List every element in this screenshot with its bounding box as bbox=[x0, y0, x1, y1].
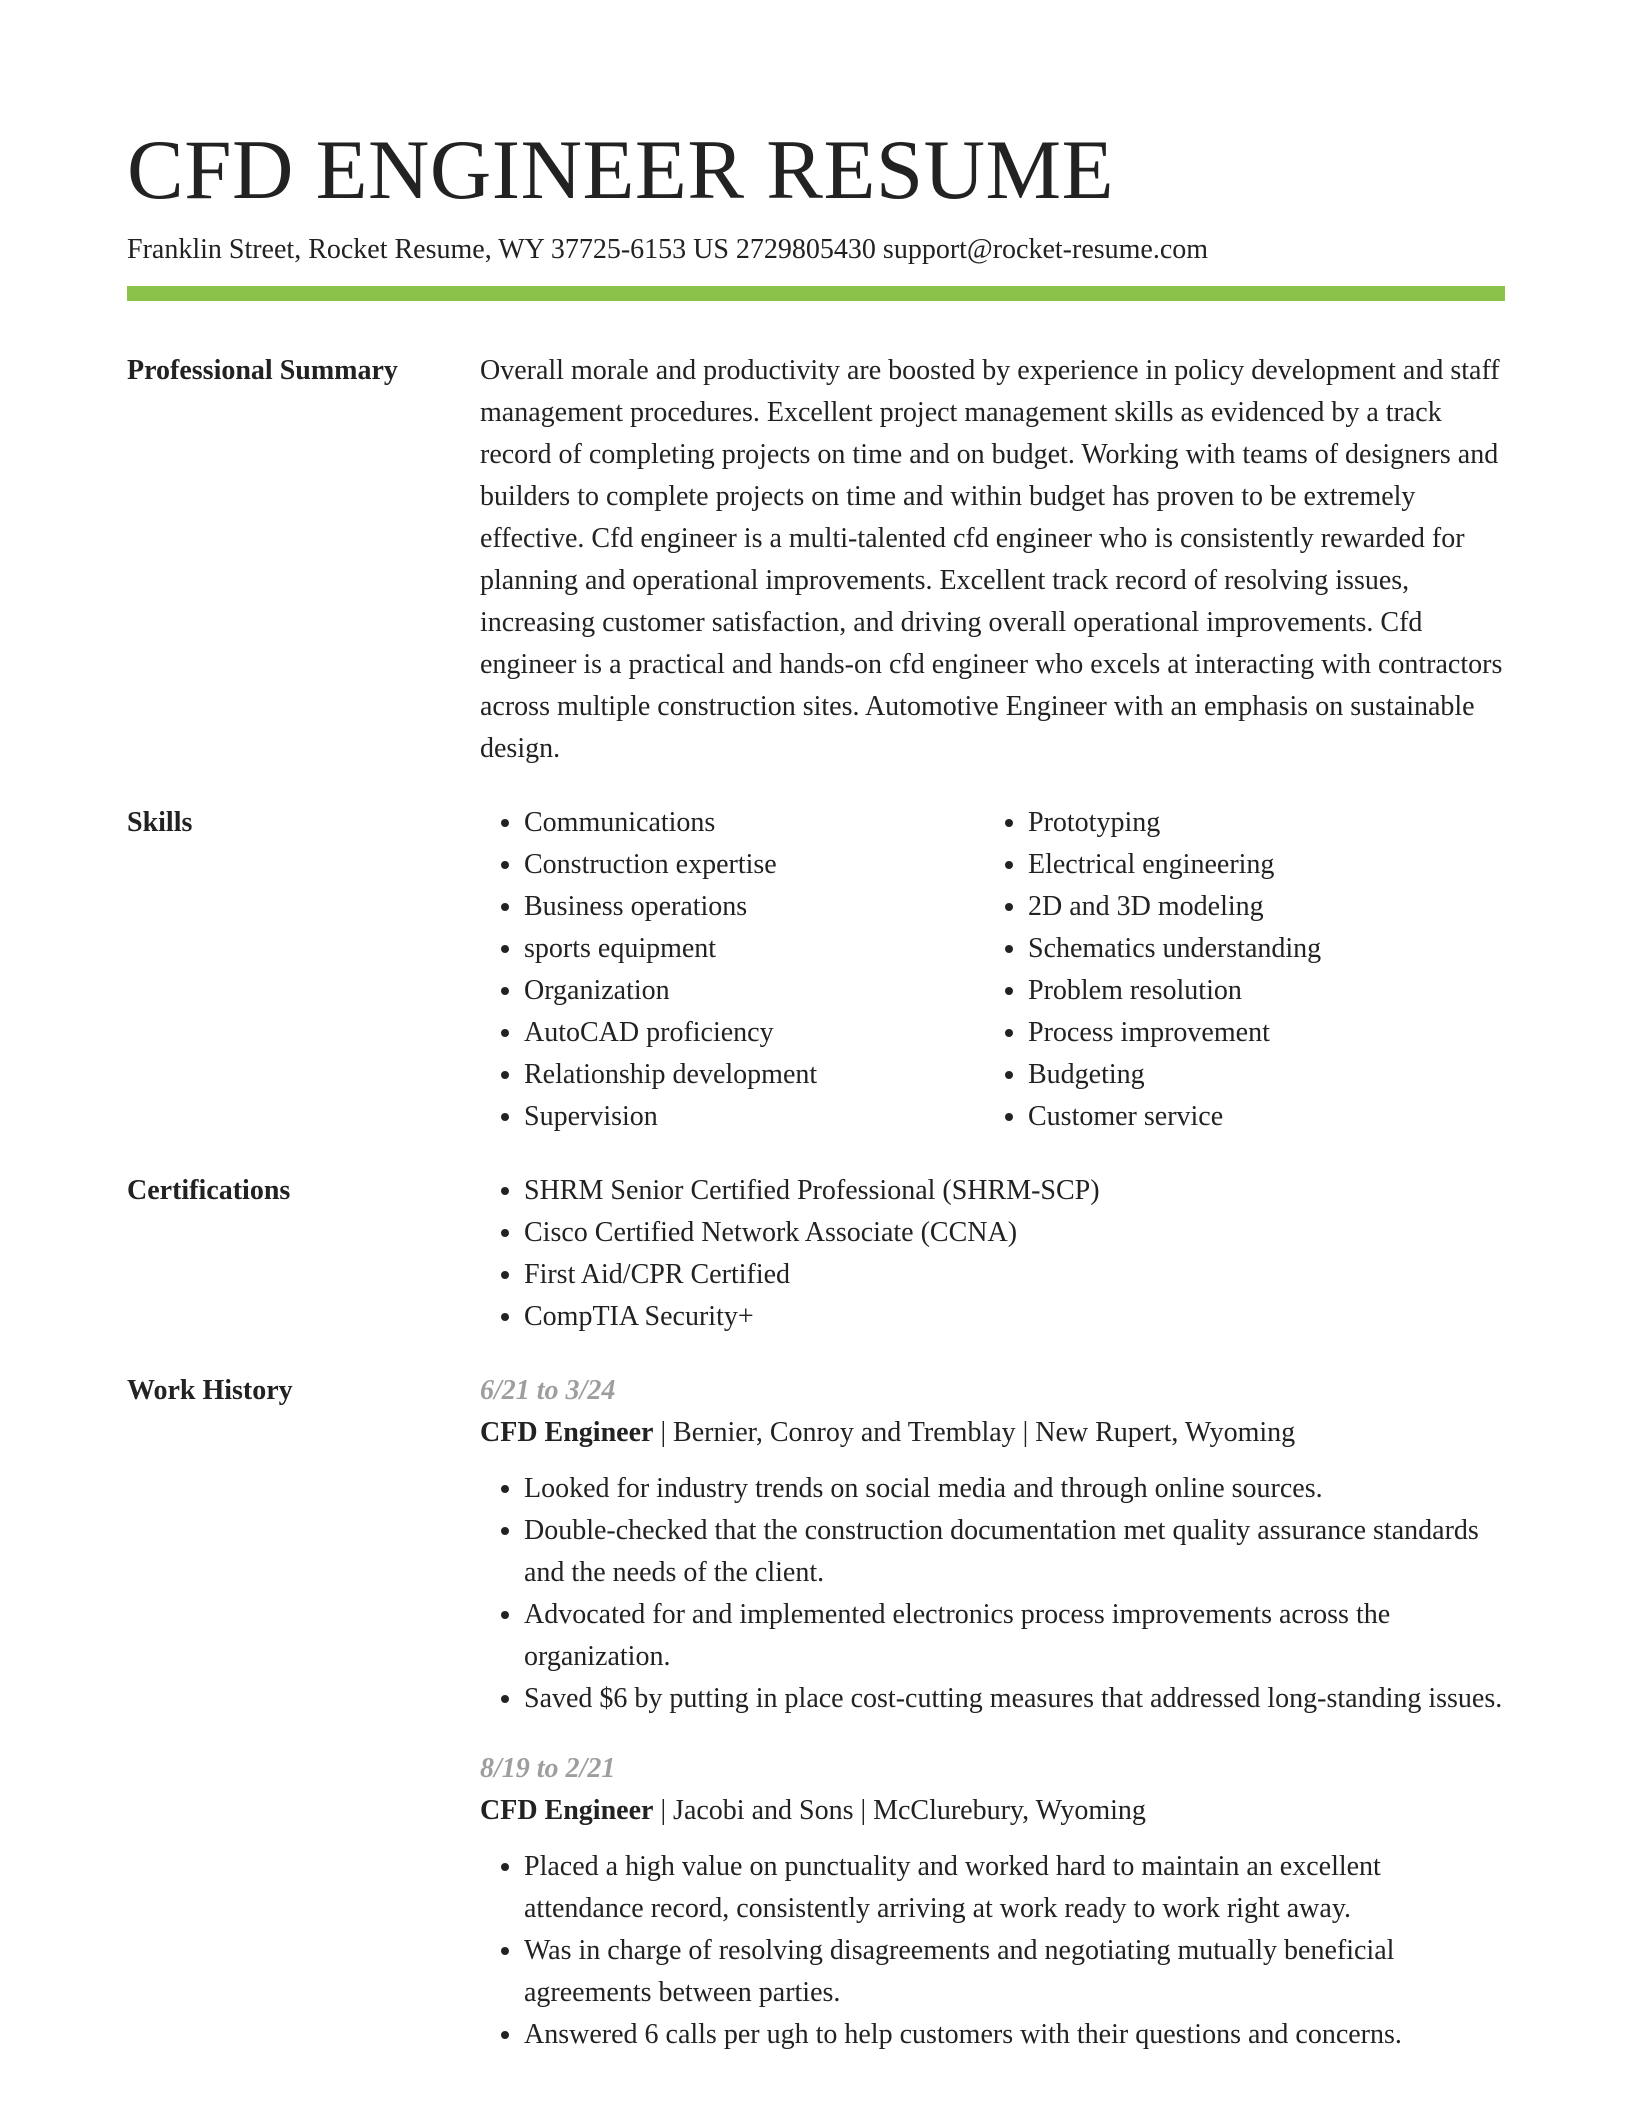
skill-item: • Electrical engineering bbox=[1028, 844, 1505, 886]
job-employer-location: | Bernier, Conroy and Tremblay | New Rupert, Wyoming bbox=[653, 1417, 1296, 1448]
resume-title: CFD ENGINEER RESUME bbox=[127, 123, 1115, 217]
skill-item: • Budgeting bbox=[1028, 1054, 1505, 1096]
skill-item: • Supervision bbox=[524, 1096, 984, 1138]
job-bullet: • Saved $6 by putting in place cost-cutting measures that addressed long-standing issues. bbox=[524, 1678, 1505, 1720]
summary-section bbox=[127, 350, 1505, 770]
skills-section bbox=[127, 802, 1505, 1138]
job-bullets bbox=[480, 1468, 1505, 1720]
job-heading bbox=[480, 1790, 1505, 1832]
skills-list-right bbox=[984, 802, 1505, 1138]
job-title: CFD Engineer bbox=[480, 1417, 654, 1448]
certification-item: • Cisco Certified Network Associate (CCNA) bbox=[524, 1212, 1505, 1254]
skill-item: • Customer service bbox=[1028, 1096, 1505, 1138]
job-title: CFD Engineer bbox=[480, 1795, 654, 1826]
skill-item: • Schematics understanding bbox=[1028, 928, 1505, 970]
job-employer-location: | Jacobi and Sons | McClurebury, Wyoming bbox=[653, 1795, 1146, 1826]
certifications-section bbox=[127, 1170, 1505, 1338]
certifications-list bbox=[480, 1170, 1505, 1338]
job-bullet: • Placed a high value on punctuality and worked hard to maintain an excellent attendance record, consistently arriving at work ready to work right away. bbox=[524, 1846, 1505, 1930]
skills-list-left bbox=[480, 802, 984, 1138]
job-dates: 8/19 to 2/21 bbox=[480, 1753, 616, 1784]
accent-divider bbox=[127, 286, 1505, 301]
job-bullet: • Advocated for and implemented electronics process improvements across the organization. bbox=[524, 1594, 1505, 1678]
job-bullet: • Answered 6 calls per ugh to help customers with their questions and concerns. bbox=[524, 2014, 1505, 2056]
certification-item: • CompTIA Security+ bbox=[524, 1296, 1505, 1338]
skill-item: • Business operations bbox=[524, 886, 984, 928]
work-history-label: Work History bbox=[127, 1375, 293, 1406]
summary-label: Professional Summary bbox=[127, 355, 398, 386]
job-heading bbox=[480, 1412, 1505, 1454]
skill-item: • Organization bbox=[524, 970, 984, 1012]
skill-item: • Prototyping bbox=[1028, 802, 1505, 844]
job-bullet: • Looked for industry trends on social media and through online sources. bbox=[524, 1468, 1505, 1510]
contact-line: Franklin Street, Rocket Resume, WY 37725-6153 US 2729805430 support@rocket-resume.com bbox=[127, 234, 1209, 265]
skill-item: • Relationship development bbox=[524, 1054, 984, 1096]
job-entry bbox=[480, 1748, 1505, 2056]
skill-item: • Process improvement bbox=[1028, 1012, 1505, 1054]
summary-text: Overall morale and productivity are boosted by experience in policy development and staff management procedures. Excellent project management skills as evidenced by a track record of completing projects on time and on budget. Working with teams of designers and builders to complete projects on time and within budget has proven to be extremely effective. Cfd engineer is a multi-talented cfd engineer who is consistently rewarded for planning and operational improvements. Excellent track record of resolving issues, increasing customer satisfaction, and driving overall operational improvements. Cfd engineer is a practical and hands-on cfd engineer who excels at interacting with contractors across multiple construction sites. Automotive Engineer with an emphasis on sustainable design. bbox=[480, 355, 1503, 764]
job-entry bbox=[480, 1370, 1505, 1720]
job-dates: 6/21 to 3/24 bbox=[480, 1375, 616, 1406]
skill-item: • Communications bbox=[524, 802, 984, 844]
work-history-section bbox=[127, 1370, 1505, 2084]
resume-sections bbox=[127, 350, 1505, 2116]
skill-item: • sports equipment bbox=[524, 928, 984, 970]
skill-item: • Problem resolution bbox=[1028, 970, 1505, 1012]
certification-item: • First Aid/CPR Certified bbox=[524, 1254, 1505, 1296]
certification-item: • SHRM Senior Certified Professional (SHRM-SCP) bbox=[524, 1170, 1505, 1212]
job-bullet: • Was in charge of resolving disagreements and negotiating mutually beneficial agreements between parties. bbox=[524, 1930, 1505, 2014]
job-bullets bbox=[480, 1846, 1505, 2056]
skill-item: • 2D and 3D modeling bbox=[1028, 886, 1505, 928]
skill-item: • AutoCAD proficiency bbox=[524, 1012, 984, 1054]
job-bullet: • Double-checked that the construction documentation met quality assurance standards and the needs of the client. bbox=[524, 1510, 1505, 1594]
certifications-label: Certifications bbox=[127, 1175, 291, 1206]
skill-item: • Construction expertise bbox=[524, 844, 984, 886]
skills-label: Skills bbox=[127, 807, 193, 838]
